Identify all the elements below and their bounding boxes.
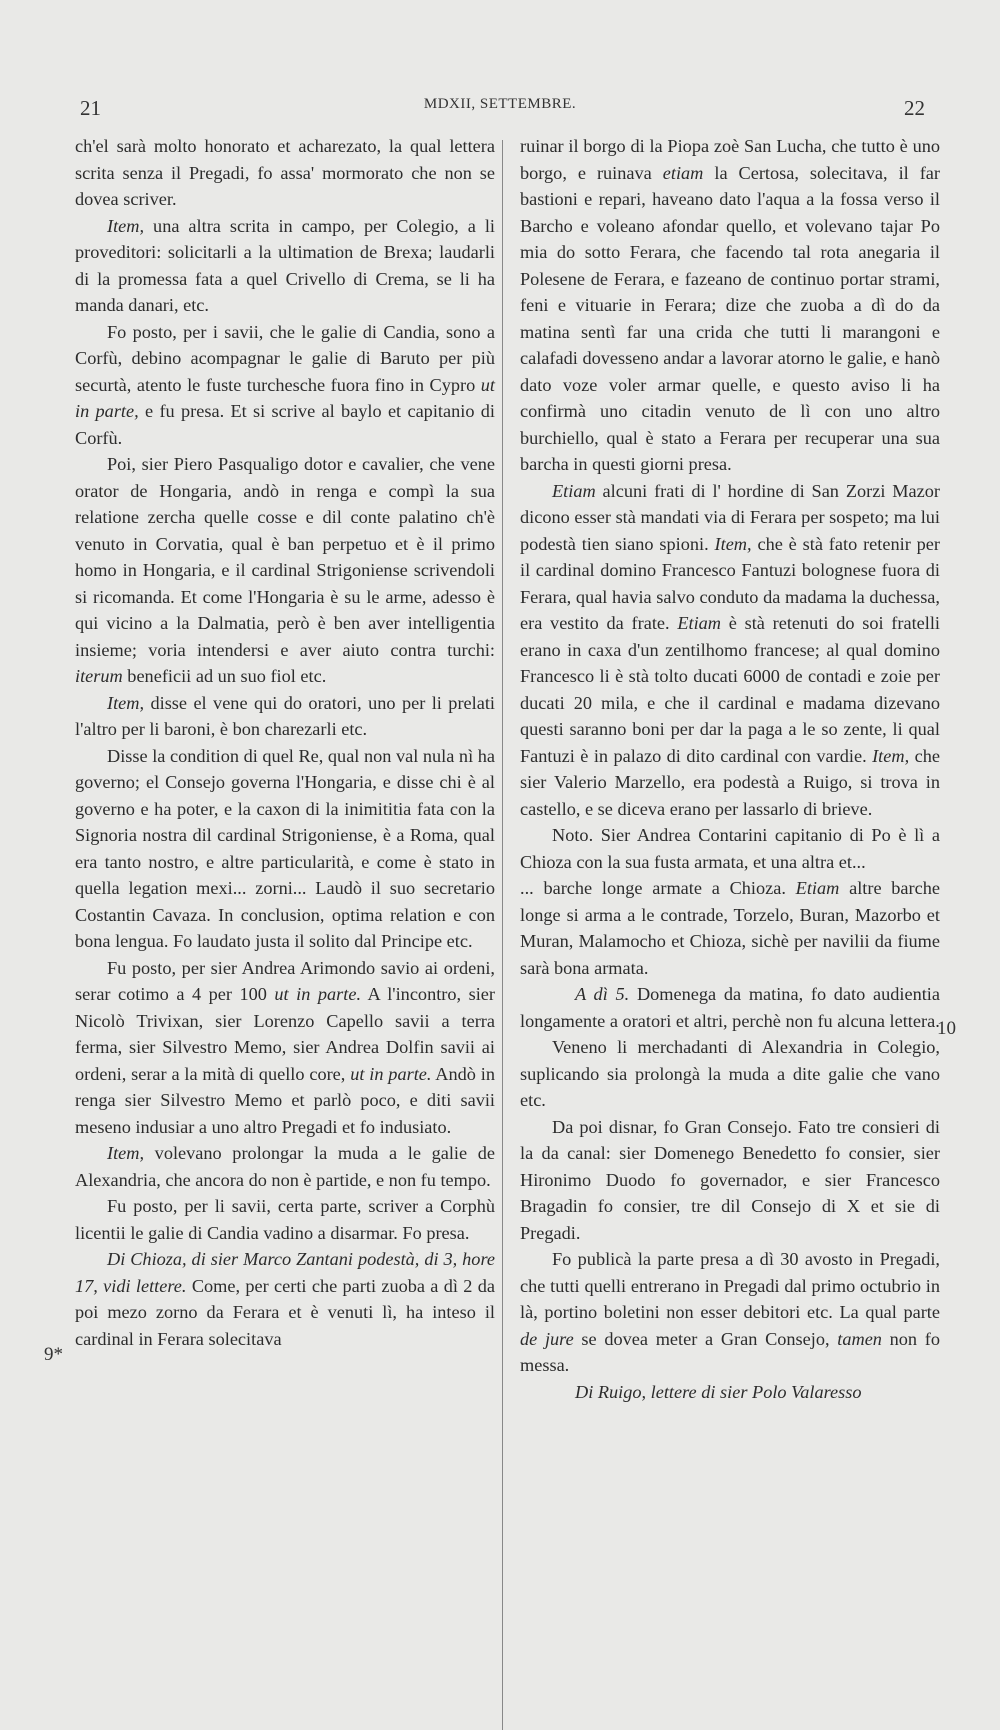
text: che sier Valerio Marzello, era podestà a Ruigo, si trova in castello, e se diceva erano per lassarlo di brieve.: [520, 745, 940, 819]
italic-text: Di Chioza, di sier Marco Zantani podestà, di 3, hore 17, vidi lettere.: [75, 1249, 495, 1296]
margin-number-9: 9*: [44, 1344, 63, 1365]
text: una altra scrita in campo, per Colegio, a li proveditori: solicitarli a la ultimation de Brexa; laudarli di la promessa fata a quel Crivello di Crema, se li ha manda danari, etc.: [75, 215, 495, 315]
text: A l'incontro, sier Nicolò Trivixan, sier Lorenzo Capello savii a terra ferma, sier Silvestro Memo, sier Andrea Dolfin savii ai ordeni, serar a la mità di quello core,: [75, 984, 495, 1084]
text: Fu posto, per li savii, certa parte, scriver a Corphù licentii le galie di Candia vadino a disarmar. Fo presa.: [75, 1196, 495, 1243]
text: e fu presa. Et si scrive al baylo et capitanio di Corfù.: [75, 401, 495, 448]
text: Fo publicà la parte presa a dì 30 avosto in Pregadi, che tutti quelli entrerano in Pregadi dal primo octubrio in là, portino boletini non esser debitori etc. La qual parte: [520, 1249, 940, 1322]
italic-text: A dì 5.: [575, 984, 630, 1004]
italic-text: de jure: [520, 1328, 574, 1349]
paragraph: [520, 478, 940, 823]
text: Fo posto, per i savii, che le galie di Candia, sono a Corfù, debino acompagnar le galie di Baruto per più securtà, atento le fuste turchesche fuora fino in Cypro: [75, 321, 495, 395]
right-column: [520, 133, 940, 1405]
paragraph: [75, 743, 495, 955]
text: disse el vene qui do oratori, uno per li prelati l'altro per li baroni, è bon charezarli etc.: [75, 692, 495, 739]
text: che è stà fato retenir per il cardinal domino Francesco Fantuzi bolognese fuora di Ferara, qual havia salvo conduto da madama la duchessa, era vestito da frate.: [520, 533, 940, 633]
italic-text: Item,: [107, 215, 145, 236]
paragraph: [520, 822, 940, 875]
column-divider: [502, 140, 503, 1730]
text: beneficii ad un suo fiol etc.: [122, 666, 327, 686]
text: alcuni frati di l' hordine di San Zorzi Mazor dicono esser stà mandati via di Ferara per sospeto; ma lui podestà tien siano spioni.: [520, 480, 940, 554]
italic-text: Item,: [107, 692, 145, 713]
paragraph: [75, 1140, 495, 1193]
text: Noto. Sier Andrea Contarini capitanio di Po è lì a Chioza con la sua fusta armata, et una altra et...: [520, 825, 940, 872]
text: ... barche longe armate a Chioza.: [520, 878, 796, 898]
text: Andò in renga sier Silvestro Memo et parlò poco, e diti savii meseno indusiar a uno altro Pregadi et fo indusiato.: [75, 1063, 495, 1137]
paragraph: [520, 981, 940, 1034]
paragraph: [520, 1114, 940, 1247]
italic-text: ut in parte.: [350, 1063, 432, 1084]
text: Poi, sier Piero Pasqualigo dotor e cavalier, che vene orator de Hongaria, andò in renga e compì la sua relatione zercha quelle cosse e dil conte palatino ch'è venuto in Corvatia, qual è ban perpetuo et è il primo homo in Hongaria, e il cardinal Strigoniense scrivendoli si ricomanda. Et come l'Hongaria è su le arme, adesso è qui vicino a la Dalmatia, però è ben aver intelligentia insieme; voria intendersi e aver aiuto contra turchi:: [75, 454, 495, 660]
italic-text: tamen: [837, 1328, 882, 1349]
text: Domenega da matina, fo dato audientia longamente a oratori et altri, perchè non fu alcuna lettera.: [520, 984, 940, 1031]
text: non fo messa.: [520, 1328, 940, 1375]
paragraph: [75, 1193, 495, 1246]
text: se dovea meter a Gran Consejo,: [573, 1328, 838, 1349]
italic-text: etiam: [662, 162, 704, 183]
italic-text: Item,: [107, 1143, 145, 1163]
text: ch'el sarà molto honorato et acharezato, la qual lettera scrita senza il Pregadi, fo assa' mormorato che non se dovea scriver.: [75, 136, 495, 209]
paragraph: [75, 213, 495, 319]
italic-text: Etiam: [552, 480, 596, 501]
left-column: [75, 133, 495, 1352]
italic-text: ut in parte.: [274, 984, 362, 1004]
italic-text: Etiam: [677, 613, 721, 633]
italic-text: Di Ruigo, lettere di sier Polo Valaresso: [575, 1381, 862, 1402]
text: volevano prolongar la muda a le galie de Alexandria, che ancora do non è partide, e non fu tempo.: [75, 1143, 495, 1190]
paragraph: [520, 1379, 940, 1406]
text: Come, per certi che parti zuoba a dì 2 da poi mezo zorno da Ferara et è venuti lì, ha inteso il cardinal in Ferara solecitava: [75, 1275, 495, 1349]
page-number-left: 21: [80, 96, 101, 120]
paragraph: [75, 319, 495, 452]
italic-text: ut in parte,: [75, 374, 495, 421]
paragraph: [520, 133, 940, 478]
text: altre barche longe si arma a le contrade, Torzelo, Buran, Mazorbo et Muran, Malamocho et Chioza, sichè per navilii da fiume sarà bona armata.: [520, 878, 941, 978]
text: Disse la condition di quel Re, qual non val nula nì ha governo; el Consejo governa l'Hongaria, e disse chi è al governo e ha poter, e la caxon di la inimititia fata con la Signoria nostra dil cardinal Strigoniense, è a Roma, qual era tanto nostro, e altre particularità, e come è stato in quella legation mexi... zorni... Laudò il suo secretario Costantin Cavaza. In conclusion, optima relation e con bona lengua. Fo laudato justa il solito dal Principe etc.: [75, 745, 495, 951]
text: Veneno li merchadanti di Alexandria in Colegio, suplicando sia prolongà la muda a dite galie che vano etc.: [520, 1037, 940, 1110]
paragraph: [520, 1034, 940, 1114]
italic-text: Item,: [714, 533, 752, 554]
text: Da poi disnar, fo Gran Consejo. Fato tre consieri di la da canal: sier Domenego Benedetto fo consier, sier Hironimo Duodo fo governador, e sier Francesco Bragadin fo consier, tre dil Consejo di X et sie di Pregadi.: [520, 1116, 940, 1243]
paragraph: [520, 1246, 940, 1379]
running-title: MDXII, SETTEMBRE.: [423, 96, 577, 112]
paragraph: [75, 451, 495, 690]
page-number-right: 22: [904, 96, 925, 120]
text: la Certosa, solecitava, il far bastioni e repari, haveano dato l'aqua a la fossa verso il Barcho e voleano afondar quello, et volevano tajar Po mia do sotto Ferara, che facendo tal rota anegaria il Polesene de Ferara, e fazeano de continuo portar strami, feni e vituarie in Ferara; dize che zuoba a dì do da matina sentì far una crida che tutti li marangoni e calafadi dovesseno andar a lavorar atorno le galie, e hanò dato voze voler armar quelle, e questo aviso li ha confirmà uno citadin venuto de lì con uno altro burchiello, qual è stato a Ferara per recuperar una sua barcha in questi giorni presa.: [520, 162, 940, 474]
paragraph: [520, 875, 940, 981]
text: Fu posto, per sier Andrea Arimondo savio ai ordeni, serar cotimo a 4 per 100: [75, 957, 495, 1004]
paragraph: [75, 133, 495, 213]
paragraph: [75, 1246, 495, 1352]
margin-number-10: 10: [937, 1018, 956, 1039]
italic-text: Etiam: [795, 878, 840, 898]
paragraph: [75, 690, 495, 743]
italic-text: Item,: [872, 745, 910, 766]
text: è stà retenuti do soi fratelli erano in caxa d'un zentilhomo francese; al qual domino Francesco li è stà tolto ducati 6000 de contadi e zoie per ducati 20 mila, e che il cardinal e madama dizevano questi saranno boni per dar la paga a le so zente, li qual Fantuzi è in palazo di dito cardinal con vardie.: [520, 613, 941, 766]
text: ruinar il borgo di la Piopa zoè San Lucha, che tutto è uno borgo, e ruinava: [520, 136, 940, 183]
paragraph: [75, 955, 495, 1141]
italic-text: iterum: [75, 666, 123, 686]
